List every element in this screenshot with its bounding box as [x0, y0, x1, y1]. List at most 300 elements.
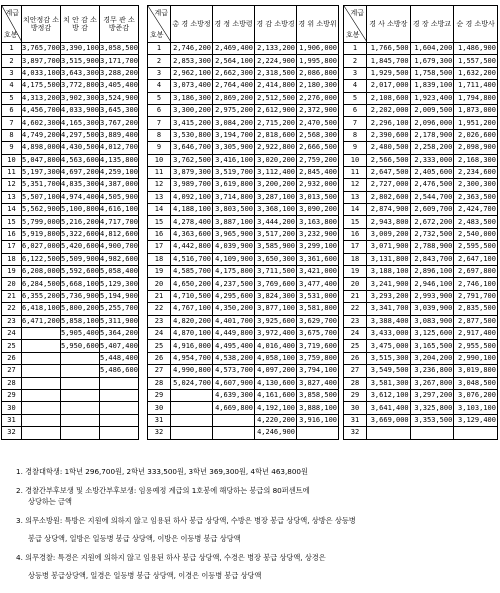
step-number-cell: 23 — [344, 315, 367, 327]
salary-cell — [61, 352, 100, 364]
salary-cell: 4,135,800 — [100, 154, 139, 166]
salary-cell: 1,486,900 — [454, 43, 498, 55]
salary-cell: 5,322,600 — [61, 228, 100, 240]
salary-cell: 2,835,500 — [454, 303, 498, 315]
salary-cell: 3,879,300 — [171, 166, 213, 178]
step-number-cell: 22 — [148, 303, 171, 315]
note-2-cont: 상당하는 금액 — [28, 497, 72, 506]
table-row — [2, 327, 139, 339]
salary-cell: 3,020,200 — [255, 154, 297, 166]
step-number-cell: 21 — [2, 290, 22, 302]
step-label: 호봉 — [346, 31, 360, 39]
salary-cell: 2,178,900 — [410, 129, 454, 141]
table-row — [148, 303, 339, 315]
step-number-cell: 13 — [148, 191, 171, 203]
salary-cell: 4,363,600 — [171, 228, 213, 240]
step-number-cell: 30 — [2, 402, 22, 414]
salary-cell: 2,098,900 — [454, 142, 498, 154]
salary-cell: 5,311,900 — [100, 315, 139, 327]
table-row — [148, 43, 339, 55]
table-row — [148, 154, 339, 166]
step-number-cell: 12 — [344, 179, 367, 191]
salary-cell: 2,476,500 — [410, 179, 454, 191]
step-number-cell: 9 — [148, 142, 171, 154]
salary-cell: 2,764,400 — [213, 80, 255, 92]
salary-cell: 3,361,600 — [297, 253, 339, 265]
salary-cell: 4,175,800 — [213, 266, 255, 278]
notes-section — [16, 466, 496, 582]
salary-cell: 3,767,200 — [100, 117, 139, 129]
step-number-cell: 4 — [2, 80, 22, 92]
salary-cell: 3,794,100 — [297, 365, 339, 377]
table-row — [2, 402, 139, 414]
salary-cell: 3,039,900 — [410, 303, 454, 315]
table-row — [148, 389, 339, 401]
salary-cell — [61, 389, 100, 401]
salary-cell: 2,732,500 — [410, 228, 454, 240]
salary-cell: 1,906,000 — [297, 43, 339, 55]
salary-cell: 4,097,200 — [255, 365, 297, 377]
salary-cell: 5,216,200 — [61, 216, 100, 228]
salary-cell — [61, 402, 100, 414]
table-row — [2, 204, 139, 216]
step-number-cell: 13 — [344, 191, 367, 203]
table-row — [344, 204, 498, 216]
note-4: 4. 의무경찰: 특경은 지원에 의하지 않고 임용된 하사 봉급 상당액, 수경은 병장 봉급 상당액, 상경은 — [16, 552, 326, 562]
table-row — [148, 266, 339, 278]
step-number-cell: 15 — [148, 216, 171, 228]
salary-cell: 4,449,800 — [213, 327, 255, 339]
salary-cell: 4,563,600 — [61, 154, 100, 166]
salary-cell: 2,108,600 — [367, 92, 411, 104]
salary-cell — [61, 414, 100, 426]
salary-cell: 4,033,100 — [22, 67, 61, 79]
step-number-cell: 3 — [2, 67, 22, 79]
table-row — [2, 352, 139, 364]
table-row — [148, 55, 339, 67]
grade-step-header — [2, 6, 22, 43]
grade-step-header — [344, 6, 367, 43]
step-number-cell: 17 — [148, 241, 171, 253]
table-row — [2, 414, 139, 426]
step-number-cell: 19 — [2, 266, 22, 278]
salary-cell: 3,188,100 — [367, 266, 411, 278]
salary-cell: 2,480,500 — [367, 142, 411, 154]
salary-cell: 4,016,400 — [255, 340, 297, 352]
salary-cell: 4,130,600 — [255, 377, 297, 389]
salary-cell: 5,799,000 — [22, 216, 61, 228]
table-row — [148, 327, 339, 339]
table-row — [2, 154, 139, 166]
salary-cell: 4,058,100 — [255, 352, 297, 364]
salary-cell: 2,874,900 — [367, 204, 411, 216]
salary-cell: 3,300,200 — [171, 104, 213, 116]
salary-cell: 2,993,900 — [410, 290, 454, 302]
salary-cell: 6,355,200 — [22, 290, 61, 302]
table-row — [148, 414, 339, 426]
salary-cell: 2,746,100 — [454, 278, 498, 290]
step-number-cell: 27 — [148, 365, 171, 377]
salary-cell: 3,125,600 — [410, 327, 454, 339]
table-row — [344, 253, 498, 265]
rank-column-header: 순 경 소방사 — [454, 6, 498, 43]
table-row — [148, 315, 339, 327]
salary-cell: 4,430,500 — [61, 142, 100, 154]
table-row — [344, 80, 498, 92]
step-number-cell: 21 — [148, 290, 171, 302]
salary-cell: 4,954,700 — [171, 352, 213, 364]
salary-table-senior — [1, 5, 139, 440]
salary-cell: 3,058,500 — [100, 43, 139, 55]
salary-cell: 3,090,200 — [297, 204, 339, 216]
step-number-cell: 31 — [148, 414, 171, 426]
step-number-cell: 20 — [344, 278, 367, 290]
salary-cell: 2,697,800 — [454, 266, 498, 278]
salary-cell: 3,405,400 — [100, 80, 139, 92]
salary-cell: 3,759,800 — [297, 352, 339, 364]
salary-cell: 2,424,700 — [454, 204, 498, 216]
salary-cell: 5,194,900 — [100, 290, 139, 302]
salary-cell: 3,416,100 — [213, 154, 255, 166]
salary-cell: 4,109,900 — [213, 253, 255, 265]
salary-cell: 5,562,900 — [22, 204, 61, 216]
salary-cell: 2,469,400 — [213, 43, 255, 55]
salary-cell — [171, 402, 213, 414]
salary-cell: 4,538,200 — [213, 352, 255, 364]
step-number-cell: 10 — [148, 154, 171, 166]
table-row — [2, 104, 139, 116]
table-row — [148, 340, 339, 352]
salary-cell: 3,530,800 — [171, 129, 213, 141]
salary-cell: 4,456,700 — [22, 104, 61, 116]
salary-cell: 3,288,200 — [100, 67, 139, 79]
salary-cell: 2,672,200 — [410, 216, 454, 228]
salary-cell: 4,812,600 — [100, 228, 139, 240]
salary-cell: 3,803,500 — [213, 204, 255, 216]
salary-cell: 2,666,500 — [297, 142, 339, 154]
salary-cell: 6,027,000 — [22, 241, 61, 253]
salary-cell: 3,305,900 — [213, 142, 255, 154]
table-row — [148, 179, 339, 191]
salary-cell: 3,299,100 — [297, 241, 339, 253]
salary-cell: 4,767,100 — [171, 303, 213, 315]
step-number-cell: 30 — [148, 402, 171, 414]
salary-cell: 4,161,600 — [255, 389, 297, 401]
salary-cell: 2,788,900 — [410, 241, 454, 253]
salary-cell — [61, 377, 100, 389]
step-number-cell: 7 — [148, 117, 171, 129]
salary-cell: 3,989,700 — [171, 179, 213, 191]
table-row — [148, 402, 339, 414]
salary-cell — [100, 377, 139, 389]
rank-column-header: 경무 관 소방준감 — [100, 6, 139, 43]
step-number-cell: 6 — [148, 104, 171, 116]
table-row — [344, 117, 498, 129]
salary-cell: 2,512,500 — [255, 92, 297, 104]
salary-cell — [454, 427, 498, 439]
salary-cell: 2,009,500 — [410, 104, 454, 116]
table-row — [344, 166, 498, 178]
salary-cell: 2,180,300 — [297, 80, 339, 92]
step-number-cell: 27 — [2, 365, 22, 377]
salary-cell: 1,766,500 — [367, 43, 411, 55]
table-row — [148, 377, 339, 389]
salary-cell: 3,629,700 — [297, 315, 339, 327]
table-row — [148, 104, 339, 116]
step-number-cell: 32 — [2, 427, 22, 439]
step-number-cell: 3 — [148, 67, 171, 79]
salary-cell: 3,669,000 — [367, 414, 411, 426]
salary-cell: 3,019,800 — [454, 365, 498, 377]
salary-cell: 4,820,200 — [171, 315, 213, 327]
salary-cell: 4,900,700 — [100, 241, 139, 253]
table-row — [2, 303, 139, 315]
salary-cell: 4,237,500 — [213, 278, 255, 290]
salary-cell: 5,129,300 — [100, 278, 139, 290]
salary-cell: 6,284,500 — [22, 278, 61, 290]
salary-cell: 3,762,500 — [171, 154, 213, 166]
step-number-cell: 5 — [2, 92, 22, 104]
salary-cell: 3,965,900 — [213, 228, 255, 240]
salary-cell: 1,839,100 — [410, 80, 454, 92]
salary-cell: 3,048,500 — [454, 377, 498, 389]
salary-cell: 3,645,300 — [100, 104, 139, 116]
step-number-cell: 23 — [2, 315, 22, 327]
salary-cell — [100, 427, 139, 439]
step-number-cell: 22 — [344, 303, 367, 315]
step-number-cell: 25 — [148, 340, 171, 352]
salary-cell: 3,103,100 — [454, 402, 498, 414]
step-number-cell: 22 — [2, 303, 22, 315]
table-row — [148, 365, 339, 377]
salary-cell: 4,165,300 — [61, 117, 100, 129]
step-number-cell: 16 — [344, 228, 367, 240]
salary-cell — [22, 340, 61, 352]
salary-cell — [22, 427, 61, 439]
table-row — [2, 266, 139, 278]
salary-cell: 4,401,700 — [213, 315, 255, 327]
salary-cell: 2,258,200 — [410, 142, 454, 154]
table-row — [148, 117, 339, 129]
salary-cell: 3,325,800 — [410, 402, 454, 414]
salary-cell: 4,585,700 — [171, 266, 213, 278]
salary-cell: 4,749,200 — [22, 129, 61, 141]
table-row — [148, 129, 339, 141]
salary-cell: 4,717,700 — [100, 216, 139, 228]
step-number-cell: 8 — [2, 129, 22, 141]
note-3-cont: 봉급 상당액, 일방은 일등병 봉급 상당액, 이방은 이등병 봉급 상당액 — [28, 534, 241, 543]
salary-cell: 4,092,100 — [171, 191, 213, 203]
step-number-cell: 9 — [2, 142, 22, 154]
table-row — [148, 191, 339, 203]
salary-cell: 3,186,300 — [171, 92, 213, 104]
salary-cell: 3,888,100 — [297, 402, 339, 414]
salary-cell: 2,845,400 — [297, 166, 339, 178]
step-number-cell: 5 — [344, 92, 367, 104]
table-row — [344, 414, 498, 426]
table-row — [344, 377, 498, 389]
salary-cell: 3,641,400 — [367, 402, 411, 414]
step-number-cell: 29 — [148, 389, 171, 401]
step-number-cell: 12 — [2, 179, 22, 191]
salary-cell: 3,887,100 — [213, 216, 255, 228]
salary-cell — [213, 414, 255, 426]
salary-cell: 2,333,000 — [410, 154, 454, 166]
salary-cell: 2,869,200 — [213, 92, 255, 104]
salary-cell: 3,824,300 — [255, 290, 297, 302]
salary-cell: 4,573,700 — [213, 365, 255, 377]
salary-cell: 2,595,500 — [454, 241, 498, 253]
salary-cell: 3,444,200 — [255, 216, 297, 228]
salary-cell: 3,719,600 — [297, 340, 339, 352]
salary-cell: 3,650,300 — [255, 253, 297, 265]
salary-cell: 4,602,300 — [22, 117, 61, 129]
salary-cell: 1,679,300 — [410, 55, 454, 67]
salary-cell: 2,955,500 — [454, 340, 498, 352]
step-number-cell: 11 — [344, 166, 367, 178]
salary-cell: 4,175,500 — [22, 80, 61, 92]
step-number-cell: 6 — [344, 104, 367, 116]
salary-cell: 1,758,500 — [410, 67, 454, 79]
table-row — [2, 142, 139, 154]
rank-column-header: 경 장 소방교 — [410, 6, 454, 43]
salary-cell: 5,047,800 — [22, 154, 61, 166]
salary-cell: 3,772,800 — [61, 80, 100, 92]
salary-cell: 2,647,100 — [454, 253, 498, 265]
rank-column-header: 경 정 소방령 — [213, 6, 255, 43]
salary-cell: 3,524,900 — [100, 92, 139, 104]
step-number-cell: 18 — [2, 253, 22, 265]
salary-cell: 3,112,400 — [255, 166, 297, 178]
salary-cell: 2,296,100 — [367, 117, 411, 129]
salary-cell: 3,163,800 — [297, 216, 339, 228]
step-number-cell: 29 — [2, 389, 22, 401]
salary-cell: 4,192,100 — [255, 402, 297, 414]
salary-cell: 2,224,900 — [255, 55, 297, 67]
note-3: 3. 의무소방원: 특방은 지원에 의하지 않고 임용된 하사 봉급 상당액, 수방은 병장 봉급 상당액, 상방은 상등병 — [16, 515, 356, 525]
table-row — [148, 352, 339, 364]
salary-cell: 2,564,100 — [213, 55, 255, 67]
salary-table-junior — [343, 5, 498, 440]
salary-cell: 2,853,300 — [171, 55, 213, 67]
salary-cell: 2,234,600 — [454, 166, 498, 178]
table-row — [148, 204, 339, 216]
salary-cell: 3,517,200 — [255, 228, 297, 240]
salary-cell: 3,581,300 — [367, 377, 411, 389]
salary-cell: 3,515,300 — [367, 352, 411, 364]
table-row — [344, 365, 498, 377]
step-number-cell: 1 — [148, 43, 171, 55]
salary-cell: 2,470,500 — [297, 117, 339, 129]
salary-cell: 4,278,400 — [171, 216, 213, 228]
table-row — [2, 129, 139, 141]
step-number-cell: 9 — [344, 142, 367, 154]
table-row — [2, 278, 139, 290]
salary-cell: 5,800,200 — [61, 303, 100, 315]
grade-label: 계급 — [350, 9, 364, 17]
table-row — [344, 191, 498, 203]
note-1: 1. 경찰대학생: 1학년 296,700원, 2학년 333,500원, 3학년 369,300원, 4학년 463,800원 — [16, 467, 308, 476]
salary-cell: 4,516,700 — [171, 253, 213, 265]
step-label: 호봉 — [150, 31, 164, 39]
table-row — [344, 129, 498, 141]
step-number-cell: 19 — [148, 266, 171, 278]
salary-cell: 3,009,200 — [367, 228, 411, 240]
salary-cell: 3,204,200 — [410, 352, 454, 364]
table-row — [2, 228, 139, 240]
salary-cell: 4,505,900 — [100, 191, 139, 203]
salary-cell: 4,650,200 — [171, 278, 213, 290]
table-row — [2, 365, 139, 377]
salary-cell: 4,188,100 — [171, 204, 213, 216]
table-row — [2, 80, 139, 92]
salary-cell: 3,827,400 — [297, 377, 339, 389]
salary-cell — [22, 402, 61, 414]
salary-cell: 4,259,100 — [100, 166, 139, 178]
salary-cell: 4,607,900 — [213, 377, 255, 389]
step-number-cell: 8 — [148, 129, 171, 141]
table-row — [2, 290, 139, 302]
salary-cell: 1,951,200 — [454, 117, 498, 129]
salary-cell: 3,889,400 — [100, 129, 139, 141]
salary-cell: 2,096,000 — [410, 117, 454, 129]
salary-cell: 3,415,200 — [171, 117, 213, 129]
salary-cell: 6,208,000 — [22, 266, 61, 278]
step-number-cell: 20 — [2, 278, 22, 290]
grade-label: 계급 — [5, 9, 19, 17]
salary-cell: 5,486,600 — [100, 365, 139, 377]
step-number-cell: 8 — [344, 129, 367, 141]
table-row — [2, 67, 139, 79]
table-row — [2, 117, 139, 129]
salary-cell: 2,727,000 — [367, 179, 411, 191]
salary-cell: 1,873,000 — [454, 104, 498, 116]
salary-cell: 2,202,000 — [367, 104, 411, 116]
salary-cell: 3,194,700 — [213, 129, 255, 141]
step-number-cell: 7 — [344, 117, 367, 129]
salary-cell: 6,122,500 — [22, 253, 61, 265]
salary-table-middle — [147, 5, 339, 440]
table-row — [344, 315, 498, 327]
salary-cell: 2,922,800 — [255, 142, 297, 154]
step-number-cell: 11 — [2, 166, 22, 178]
table-row — [148, 67, 339, 79]
salary-cell: 3,341,700 — [367, 303, 411, 315]
salary-cell: 2,746,200 — [171, 43, 213, 55]
step-number-cell: 32 — [148, 427, 171, 439]
step-number-cell: 7 — [2, 117, 22, 129]
table-row — [148, 142, 339, 154]
table-row — [344, 179, 498, 191]
table-row — [2, 389, 139, 401]
salary-cell: 2,896,100 — [410, 266, 454, 278]
salary-cell: 2,990,100 — [454, 352, 498, 364]
rank-column-header: 총 경 소방정 — [171, 6, 213, 43]
salary-cell — [171, 389, 213, 401]
salary-cell: 5,905,400 — [61, 327, 100, 339]
salary-cell: 3,200,200 — [255, 179, 297, 191]
salary-cell: 2,943,800 — [367, 216, 411, 228]
salary-cell: 2,566,500 — [367, 154, 411, 166]
step-number-cell: 1 — [344, 43, 367, 55]
salary-cell: 1,711,400 — [454, 80, 498, 92]
step-number-cell: 10 — [2, 154, 22, 166]
table-row — [344, 154, 498, 166]
step-number-cell: 2 — [344, 55, 367, 67]
salary-cell: 4,639,300 — [213, 389, 255, 401]
salary-cell: 3,353,500 — [410, 414, 454, 426]
salary-cell: 5,509,900 — [61, 253, 100, 265]
